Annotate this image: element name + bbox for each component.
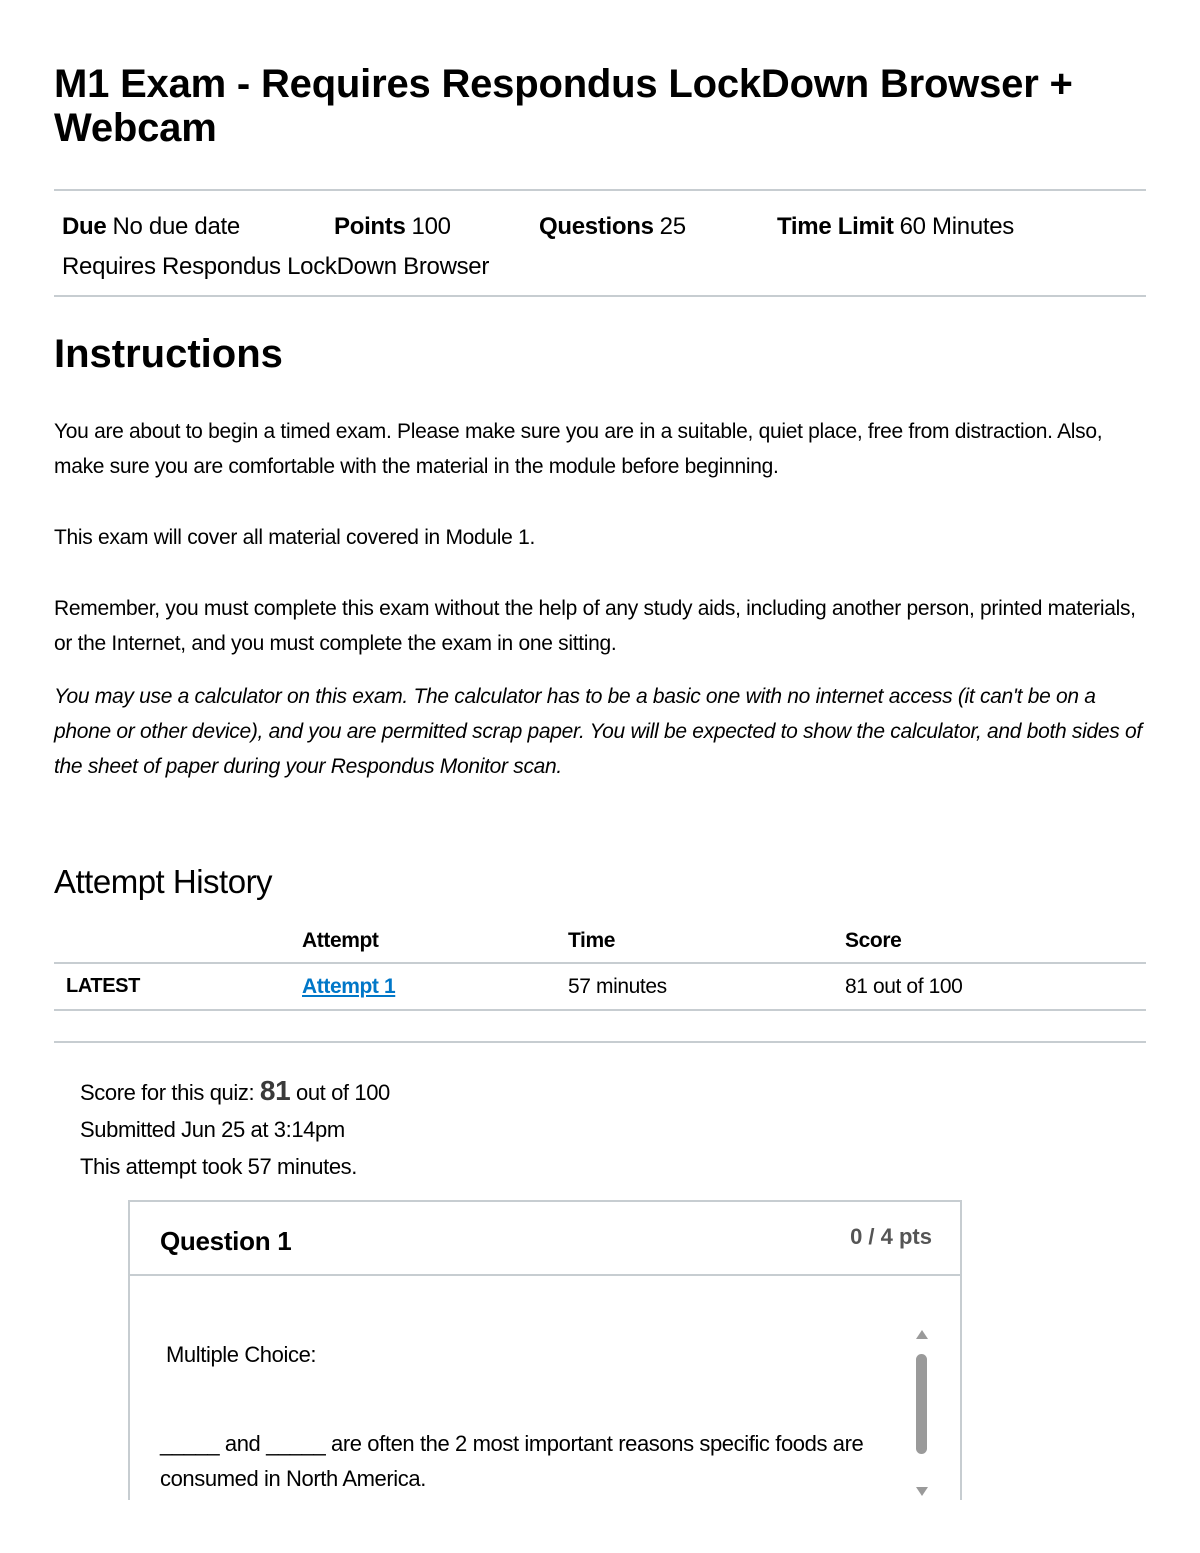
quiz-details [62,207,1014,287]
quiz-page [54,0,1146,1179]
question-points: 0 / 4 pts [850,1224,932,1249]
score-value: 81 [259,1075,291,1106]
points-label: Points [334,213,406,240]
time-limit-label: Time Limit [777,213,894,240]
table-header-row [54,920,1146,963]
due-label: Due [62,213,107,240]
points-detail [334,207,539,247]
quiz-title [54,0,1146,150]
time-limit-detail [777,207,1014,247]
time-cell: 57 minutes [568,963,845,1010]
score-cell: 81 out of 100 [845,963,1146,1010]
lockdown-note: Requires Respondus LockDown Browser [62,253,490,280]
points-value: 100 [411,213,451,240]
quiz-score-line [80,1072,390,1111]
instructions-paragraph: You are about to begin a timed exam. Please make sure you are in a suitable, quiet place, free from distraction. Also, make sure you are comfortable with the material in the module before beginning. [54,420,1103,478]
question-type: Multiple Choice: [166,1342,317,1367]
instructions-calculator-note: You may use a calculator on this exam. The calculator has to be a basic one with no internet access (it can't be on a phone or other device), and you are permitted scrap paper. You will be expected to show the calculator, and both sides of the sheet of paper during your Respondus Monitor scan. [54,685,1142,778]
quiz-title-line1: M1 Exam - Requires Respondus LockDown Browser + [54,62,1073,106]
question-header [130,1202,960,1276]
questions-detail [539,207,777,247]
quiz-title-line2: Webcam [54,106,217,150]
attempt-1-link[interactable]: Attempt 1 [302,974,396,998]
score-label: Score for this quiz: [80,1080,255,1105]
attempt-history-table [54,920,1146,1011]
column-header [54,920,302,963]
question-scrollbar[interactable] [914,1330,930,1496]
question-card [128,1200,962,1500]
divider [54,1041,1146,1043]
divider [54,189,1146,191]
column-header-score: Score [845,920,1146,963]
instructions-paragraph: This exam will cover all material covered in Module 1. [54,526,535,549]
column-header-time: Time [568,920,845,963]
question-text: _____ and _____ are often the 2 most important reasons specific foods are consumed in North America. [160,1431,864,1491]
score-out-of: out of 100 [296,1080,390,1105]
table-row [54,963,1146,1010]
questions-value: 25 [659,213,686,240]
question-title: Question 1 [160,1226,292,1256]
column-header-attempt: Attempt [302,920,568,963]
score-summary [80,1072,390,1185]
time-limit-value: 60 Minutes [899,213,1014,240]
attempt-history-heading: Attempt History [54,863,273,900]
scroll-up-arrow-icon[interactable] [916,1330,928,1339]
scroll-thumb[interactable] [916,1354,927,1454]
instructions-heading: Instructions [54,332,283,376]
attempt-cell [302,963,568,1010]
questions-label: Questions [539,213,654,240]
due-value: No due date [112,213,240,240]
attempt-duration: This attempt took 57 minutes. [80,1154,357,1179]
instructions-paragraph: Remember, you must complete this exam without the help of any study aids, including another person, printed materials, or the Internet, and you must complete the exam in one sitting. [54,597,1136,655]
scroll-down-arrow-icon[interactable] [916,1487,928,1496]
latest-tag: LATEST [54,963,302,1010]
submitted-time: Submitted Jun 25 at 3:14pm [80,1117,345,1142]
instructions-body [54,414,1146,784]
divider [54,295,1146,297]
due-detail [62,207,334,247]
